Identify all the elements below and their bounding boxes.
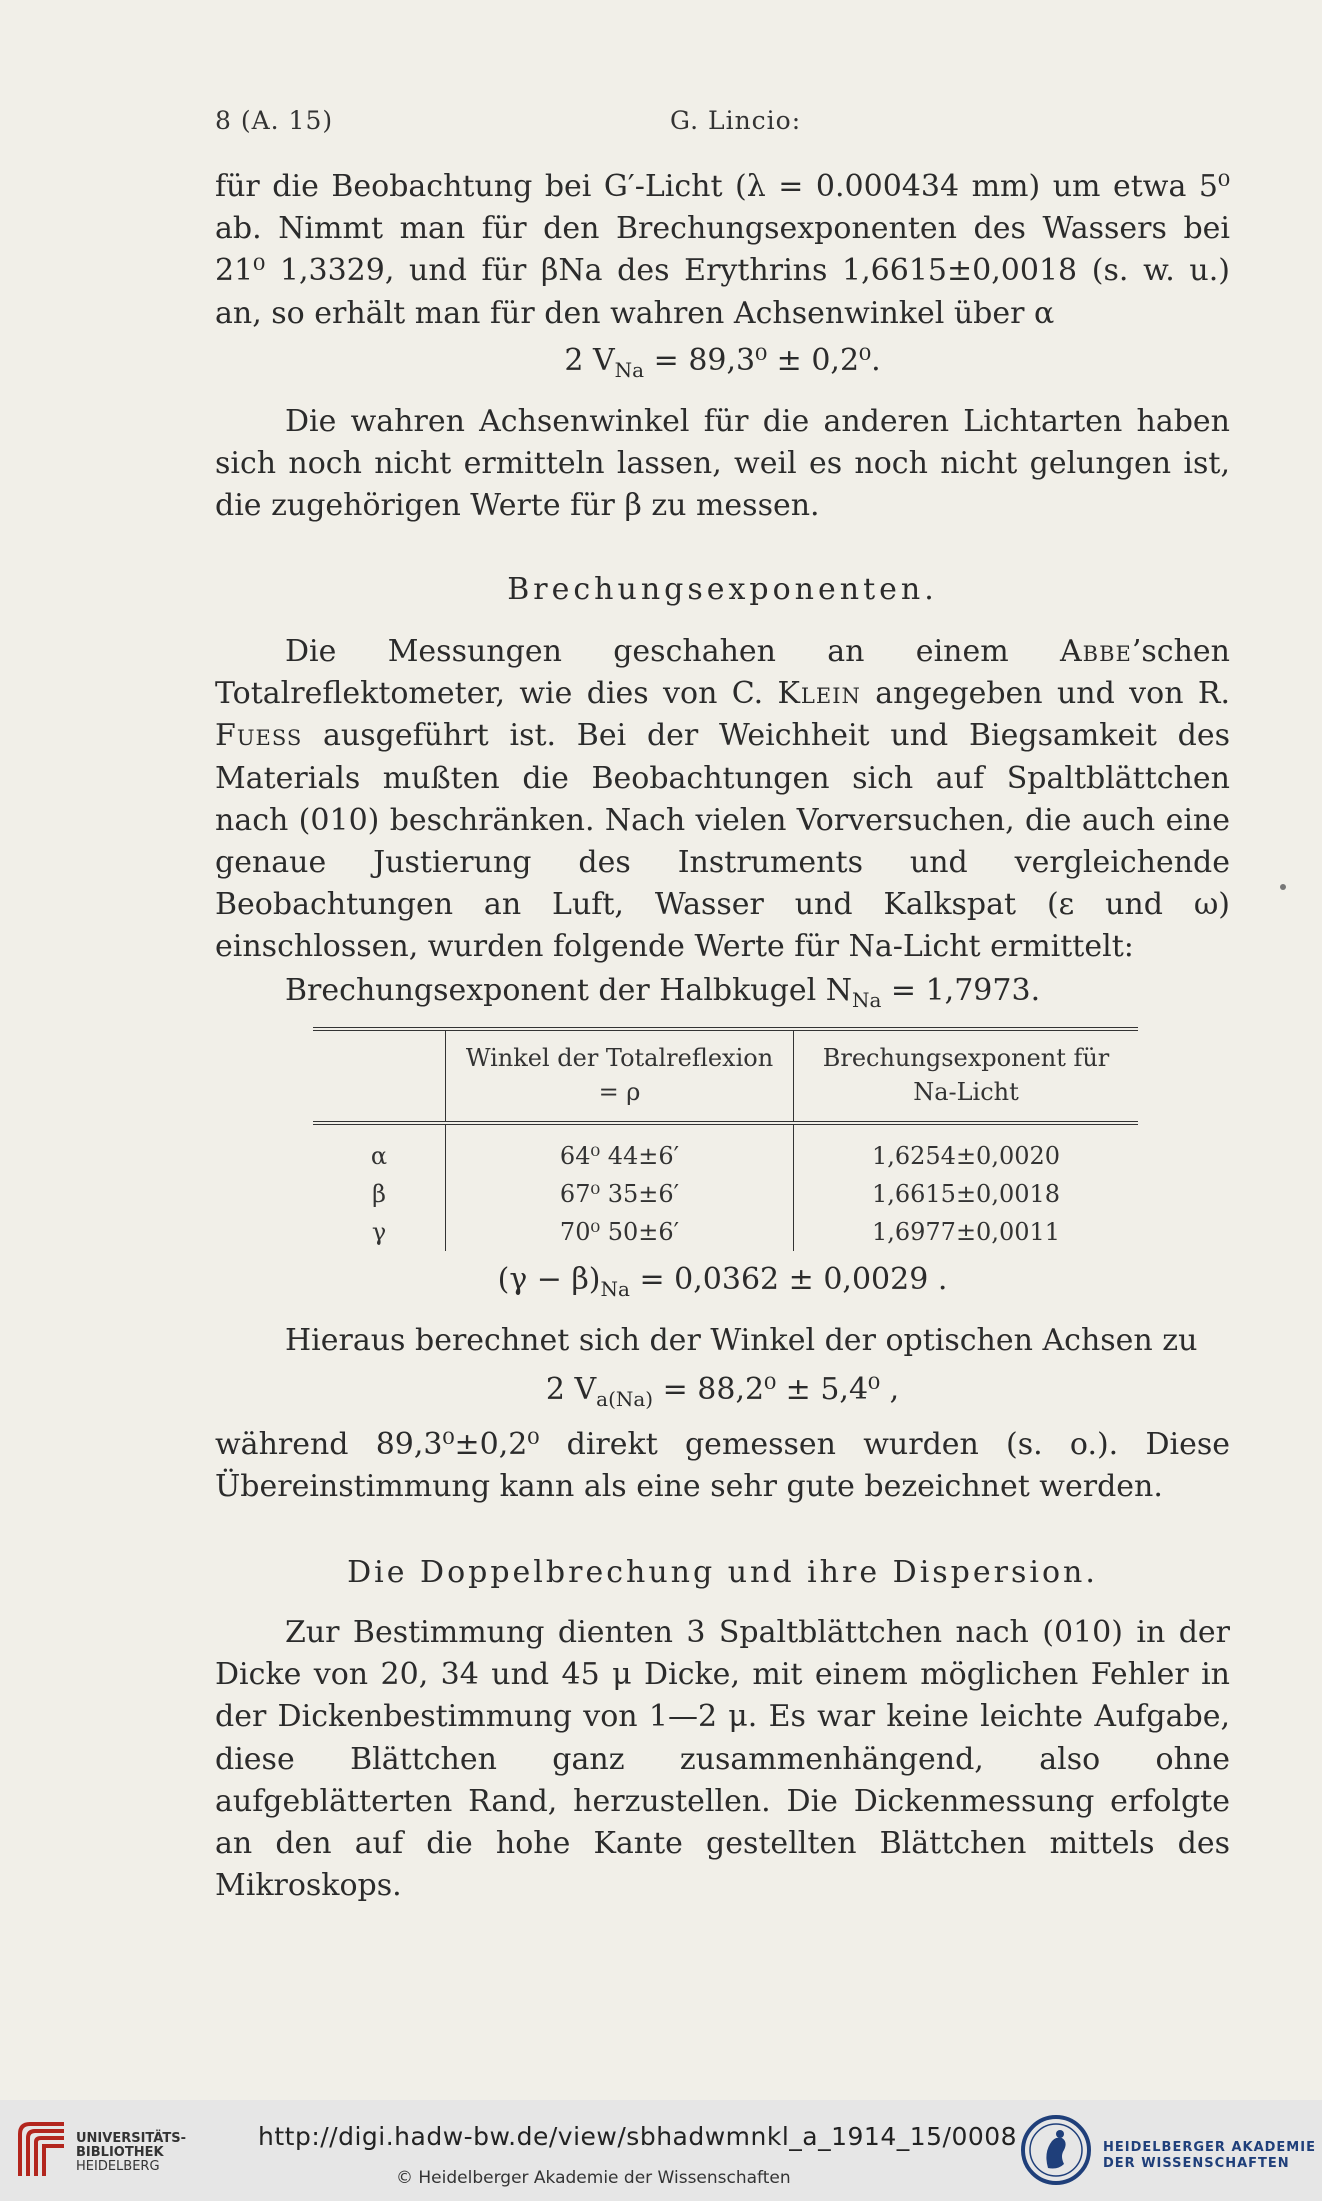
paragraph-3-text: [215, 631, 1230, 969]
paragraph-5: [215, 1424, 1230, 1508]
academy-seal-icon: [1020, 2110, 1092, 2190]
table-cell-label: α: [370, 1142, 388, 1170]
university-library-name: [76, 2132, 186, 2174]
paragraph-5-text: während 89,3⁰±0,2⁰ direkt gemessen wurden (s. o.). Diese Übereinstimmung kann als eine sehr gute bezeichnet werden.: [215, 1427, 1230, 1505]
table-header-row: [313, 1029, 1138, 1123]
table-cell-index: 1,6977±0,0011: [794, 1213, 1139, 1251]
document-url-link[interactable]: http://digi.hadw-bw.de/view/sbhadwmnkl_a_1914_15/0008: [258, 2122, 1018, 2151]
hadw-line-1: HEIDELBERGER AKADEMIE: [1103, 2140, 1316, 2155]
p3-part-b: ’schen Totalreflektometer, wie dies von C.: [215, 634, 1230, 712]
table-cell-label: β: [372, 1180, 386, 1208]
table-header-blank: [313, 1029, 446, 1123]
equation-2v-a-sub: a(Na): [596, 1387, 654, 1411]
halbkugel-value: = 1,7973.: [881, 973, 1041, 1008]
university-library-logo-icon: [14, 2118, 70, 2180]
paragraph-3: [215, 631, 1230, 969]
paragraph-6-text: Zur Bestimmung dienten 3 Spaltblättchen nach (010) in der Dicke von 20, 34 und 45 μ Dicke, mit einem möglichen Fehler in der Dickenbestimmung von 1—2 μ. Es war keine leichte Aufgabe, diese Blättchen ganz zusammenhängend, also ohne aufgeblätterten Rand, herzustellen. Die Dickenmessung erfolgte an den auf die hohe Kante gestellten Blättchen mittels des Mikroskops.: [215, 1615, 1230, 1904]
table-header-index-line1: Brechungsexponent für: [822, 1044, 1110, 1072]
name-fuess: Fuess: [215, 718, 303, 754]
table-header-angle: [446, 1029, 794, 1123]
equation-2v-na-lhs: 2 V: [564, 343, 615, 378]
halbkugel-sub: Na: [851, 988, 882, 1012]
table-header-index: [794, 1029, 1139, 1123]
table-row: [313, 1175, 1138, 1213]
paragraph-2: [215, 401, 1230, 528]
table-header-index-line2: Na-Licht: [913, 1078, 1019, 1106]
equation-gamma-beta-rhs: = 0,0362 ± 0,0029 .: [629, 1262, 948, 1297]
table-header-angle-line2: = ρ: [598, 1078, 641, 1106]
equation-2v-a: [215, 1372, 1230, 1411]
section-heading-doppelbrechung: Die Doppelbrechung und ihre Dispersion.: [347, 1555, 1098, 1590]
equation-2v-na-sub: Na: [614, 358, 645, 382]
section-heading-brechungsexponenten: Brechungsexponenten.: [507, 572, 938, 607]
paragraph-1: [215, 166, 1230, 335]
academy-name: [1103, 2140, 1316, 2172]
hadw-line-2: DER WISSENSCHAFTEN: [1103, 2156, 1290, 2171]
paragraph-2-text: Die wahren Achsenwinkel für die anderen Lichtarten haben sich noch nicht ermitteln lassen, weil es noch nicht gelungen ist, die zugehörigen Werte für β zu messen.: [215, 404, 1230, 524]
ub-line-1: UNIVERSITÄTS-: [76, 2131, 186, 2146]
paragraph-1-text: für die Beobachtung bei G′-Licht (λ = 0.000434 mm) um etwa 5⁰ ab. Nimmt man für den Brechungsexponenten des Wassers bei 21⁰ 1,3329, und für βNa des Erythrins 1,6615±0,0018 (s. w. u.) an, so erhält man für den wahren Achsenwinkel über α: [215, 169, 1230, 331]
page-number: 8 (A. 15): [215, 106, 334, 135]
equation-2v-na: [215, 343, 1230, 382]
viewer-footer: [0, 2100, 1322, 2201]
table-cell-index: 1,6615±0,0018: [794, 1175, 1139, 1213]
table-cell-index: 1,6254±0,0020: [794, 1123, 1139, 1175]
halbkugel-text: Brechungsexponent der Halbkugel N: [285, 973, 852, 1008]
ub-line-2: BIBLIOTHEK: [76, 2145, 164, 2160]
equation-gamma-beta: [215, 1262, 1230, 1301]
p3-part-d: ausgeführt ist. Bei der Weichheit und Biegsamkeit des Materials mußten die Beobachtungen sich auf Spaltblättchen nach (010) beschränken. Nach vielen Vorversuchen, die auch eine genaue Justierung des Instruments und vergleichende Beobachtungen an Luft, Wasser und Kalkspat (ε und ω) einschlossen, wurden folgende Werte für Na-Licht ermittelt:: [215, 718, 1230, 965]
copyright-notice: © Heidelberger Akademie der Wissenschaften: [396, 2168, 791, 2188]
p3-part-a: Die Messungen geschahen an einem: [285, 634, 1060, 669]
page-header: [215, 106, 1232, 146]
scan-speck: [1280, 884, 1286, 890]
table-cell-angle: 70⁰ 50±6′: [446, 1213, 794, 1251]
halbkugel-line: [215, 970, 1230, 1021]
table-cell-label: γ: [371, 1218, 387, 1246]
paragraph-4: [215, 1320, 1230, 1362]
equation-2v-na-rhs: = 89,3⁰ ± 0,2⁰.: [653, 343, 881, 378]
table-cell-angle: 67⁰ 35±6′: [446, 1175, 794, 1213]
equation-2v-a-lhs: 2 V: [545, 1372, 597, 1407]
table-header-angle-line1: Winkel der Totalreflexion: [465, 1044, 774, 1072]
table-row: [313, 1213, 1138, 1251]
p3-part-c: angegeben und von R.: [860, 676, 1230, 712]
table-row: [313, 1123, 1138, 1175]
equation-gamma-beta-sub: Na: [600, 1277, 630, 1301]
refraction-table: [313, 1027, 1138, 1251]
paragraph-6: [215, 1612, 1230, 1907]
name-klein: Klein: [777, 676, 861, 712]
equation-2v-a-rhs: = 88,2⁰ ± 5,4⁰ ,: [653, 1372, 900, 1407]
paragraph-4-text: Hieraus berechnet sich der Winkel der optischen Achsen zu: [285, 1323, 1198, 1358]
ub-line-3: HEIDELBERG: [76, 2159, 160, 2174]
table-cell-angle: 64⁰ 44±6′: [446, 1123, 794, 1175]
name-abbe: Abbe: [1060, 634, 1132, 669]
equation-gamma-beta-lhs: (γ − β): [497, 1262, 601, 1297]
running-author: G. Lincio:: [670, 106, 802, 135]
